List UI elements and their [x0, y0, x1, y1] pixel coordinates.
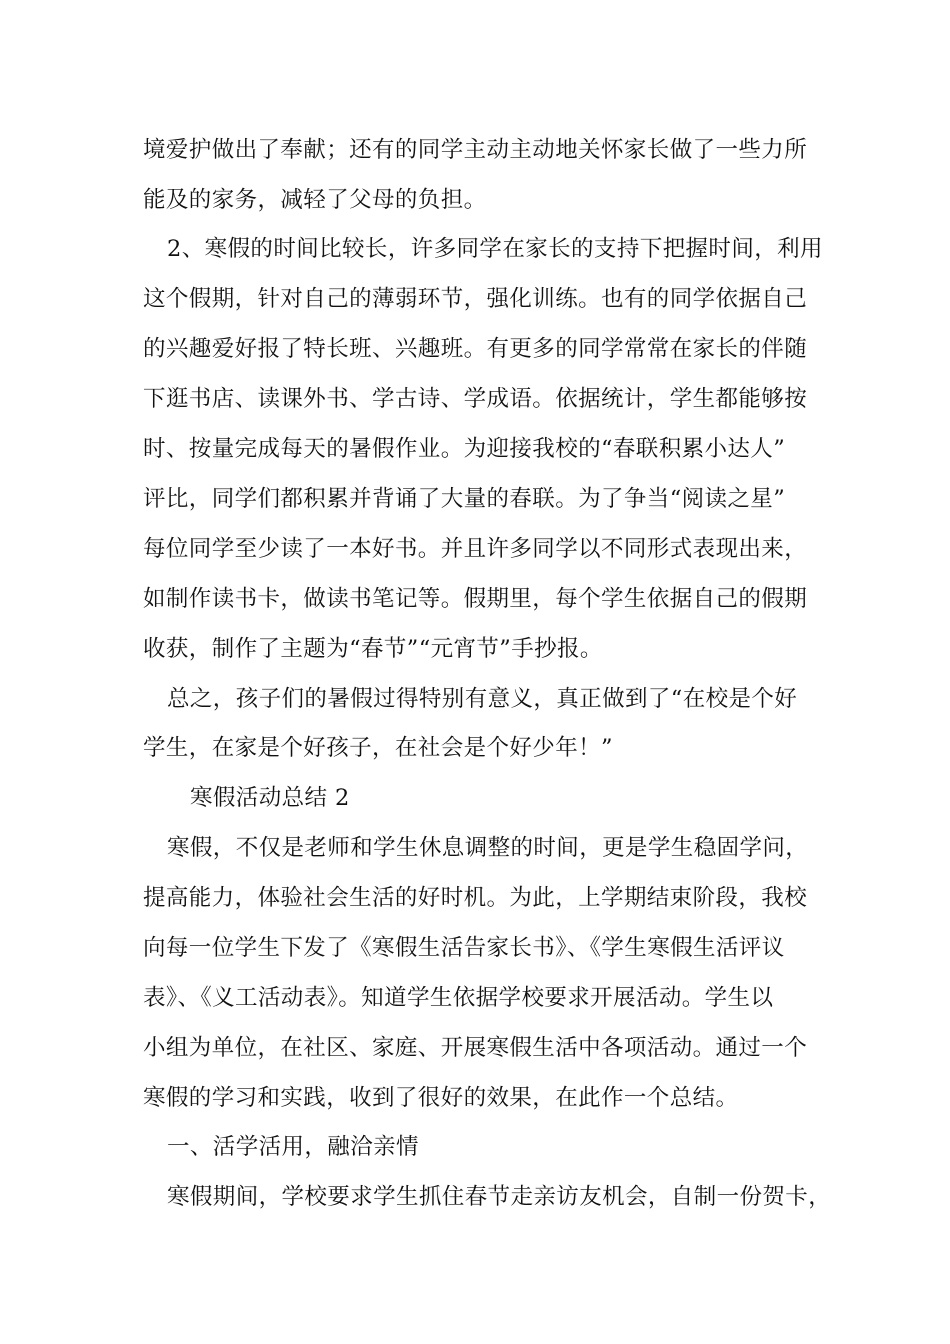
text-line: 学生，在家是个好孩子，在社会是个好少年！” — [143, 735, 613, 761]
text-line: 如制作读书卡，做读书笔记等。假期里，每个学生依据自己的假期 — [143, 586, 808, 612]
text-line: 每位同学至少读了一本好书。并且许多同学以不同形式表现出来， — [143, 536, 808, 562]
text-line: 2、寒假的时间比较长，许多同学在家长的支持下把握时间，利用 — [167, 236, 823, 262]
text-line: 寒假期间，学校要求学生抓住春节走亲访友机会，自制一份贺卡， — [167, 1184, 832, 1210]
text-line: 小组为单位，在社区、家庭、开展寒假生活中各项活动。通过一个 — [143, 1035, 808, 1061]
text-line: 收获，制作了主题为“春节”“元宵节”手抄报。 — [143, 636, 603, 662]
text-line: 总之，孩子们的暑假过得特别有意义，真正做到了“在校是个好 — [167, 686, 798, 712]
text-line: 表》、《义工活动表》。知道学生依据学校要求开展活动。学生以 — [143, 985, 774, 1011]
text-line: 时、按量完成每天的暑假作业。为迎接我校的“春联积累小达人” — [143, 436, 786, 462]
text-line: 的兴趣爱好报了特长班、兴趣班。有更多的同学常常在家长的伴随 — [143, 336, 808, 362]
text-line: 评比，同学们都积累并背诵了大量的春联。为了争当“阅读之星” — [143, 486, 786, 512]
text-line: 下逛书店、读课外书、学古诗、学成语。依据统计，学生都能够按 — [143, 386, 808, 412]
section-heading: 寒假活动总结 2 — [190, 785, 350, 811]
subheading: 一、活学活用，融洽亲情 — [167, 1134, 419, 1160]
text-line: 提高能力，体验社会生活的好时机。为此，上学期结束阶段，我校 — [143, 885, 808, 911]
text-line: 向每一位学生下发了《寒假生活告家长书》、《学生寒假生活评议 — [143, 935, 785, 961]
text-line: 能及的家务，减轻了父母的负担。 — [143, 187, 487, 213]
text-line: 寒假，不仅是老师和学生休息调整的时间，更是学生稳固学问， — [167, 835, 809, 861]
text-line: 寒假的学习和实践，收到了很好的效果，在此作一个总结。 — [143, 1085, 739, 1111]
text-line: 这个假期，针对自己的薄弱环节，强化训练。也有的同学依据自己 — [143, 286, 808, 312]
text-line: 境爱护做出了奉献；还有的同学主动主动地关怀家长做了一些力所 — [143, 137, 808, 163]
